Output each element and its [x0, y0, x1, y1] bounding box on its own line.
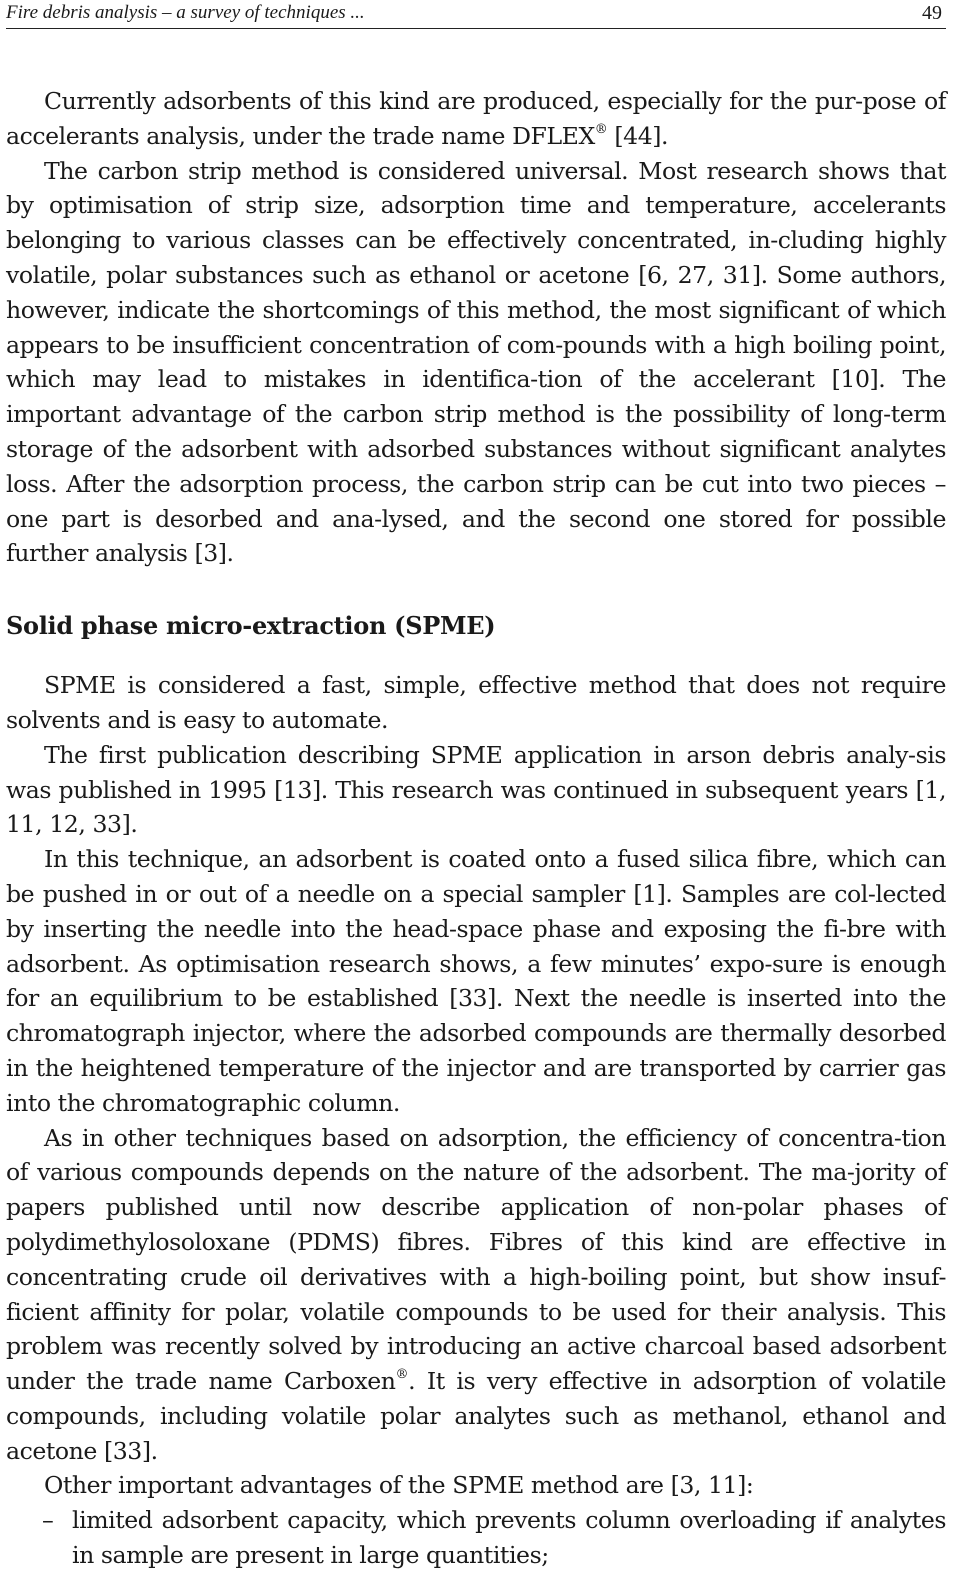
paragraph-text: Currently adsorbents of this kind are produced, especially for the pur-pose of accelerants analysis, under the trade name DFLEX [6, 87, 946, 150]
paragraph-spme-technique: In this technique, an adsorbent is coated onto a fused silica fibre, which can be pushed in or out of a needle on a special sampler [1]. Samples are col-lected by inserting the needle into the head-space phase and exposing the fi-bre with adsorbent. As optimisation research shows, a few minutes’ expo-sure is enough for an equilibrium to be established [33]. Next the needle is inserted into the chromatograph injector, where the adsorbed compounds are thermally desorbed in the heightened temperature of the injector and are transported by carrier gas into the chromatographic column. [6, 845, 946, 1117]
paragraph-text: . It is very effective in adsorption of volatile compounds, including volatile polar analytes such as methanol, ethanol and acetone [33]. [6, 1367, 947, 1465]
page-number: 49 [922, 2, 942, 24]
paragraph-text: [44]. [607, 121, 669, 150]
section-heading-spme: Solid phase micro-extraction (SPME) [6, 611, 496, 641]
list-dash: – [42, 1506, 54, 1535]
paragraph-spme-history: The first publication describing SPME application in arson debris analy-sis was published in 1995 [13]. This research was continued in subsequent years [1, 11, 12, 33]. [6, 740, 946, 839]
article-body [6, 84, 946, 1573]
registered-mark: ® [395, 1367, 409, 1383]
paragraph-spme-adsorbent [6, 1121, 946, 1469]
registered-mark: ® [594, 121, 608, 137]
running-header [6, 0, 946, 29]
paragraph-spme-advantages-intro: Other important advantages of the SPME method are [3, 11]: [44, 1471, 754, 1500]
running-title: Fire debris analysis – a survey of techniques ... [6, 2, 365, 23]
paragraph-text: As in other techniques based on adsorption, the efficiency of concentra-tion of various compounds depends on the nature of the adsorbent. The ma-jority of papers published until now describe application of non-polar phases of polydimethylosoloxane (PDMS) fibres. Fibres of this kind are effective in concentrating crude oil derivatives with a high-boiling point, but show insuf-ficient affinity for polar, volatile compounds to be used for their analysis. This problem was recently solved by introducing an active charcoal based adsorbent under the trade name Carboxen [6, 1123, 946, 1396]
paragraph-spme-intro: SPME is considered a fast, simple, effective method that does not require solvents and is easy to automate. [6, 671, 946, 734]
paragraph-carbon-strip: The carbon strip method is considered universal. Most research shows that by optimisation of strip size, adsorption time and temperature, accelerants belonging to various classes can be effectively concentrated, in-cluding highly volatile, polar substances such as ethanol or acetone [6, 27, 31]. Some authors, however, indicate the shortcomings of this method, the most significant of which appears to be insufficient concentration of com-pounds with a high boiling point, which may lead to mistakes in identifica-tion of the accelerant [10]. The important advantage of the carbon strip method is the possibility of long-term storage of the adsorbent with adsorbed substances without significant analytes loss. After the adsorption process, the carbon strip can be cut into two pieces – one part is desorbed and ana-lysed, and the second one stored for possible further analysis [3]. [6, 156, 946, 568]
list-item-text: limited adsorbent capacity, which prevents column overloading if analytes in sample are present in large quantities; [72, 1506, 946, 1570]
list-item [6, 1503, 946, 1573]
paragraph-dflex [6, 84, 946, 154]
advantages-list [6, 1503, 946, 1573]
